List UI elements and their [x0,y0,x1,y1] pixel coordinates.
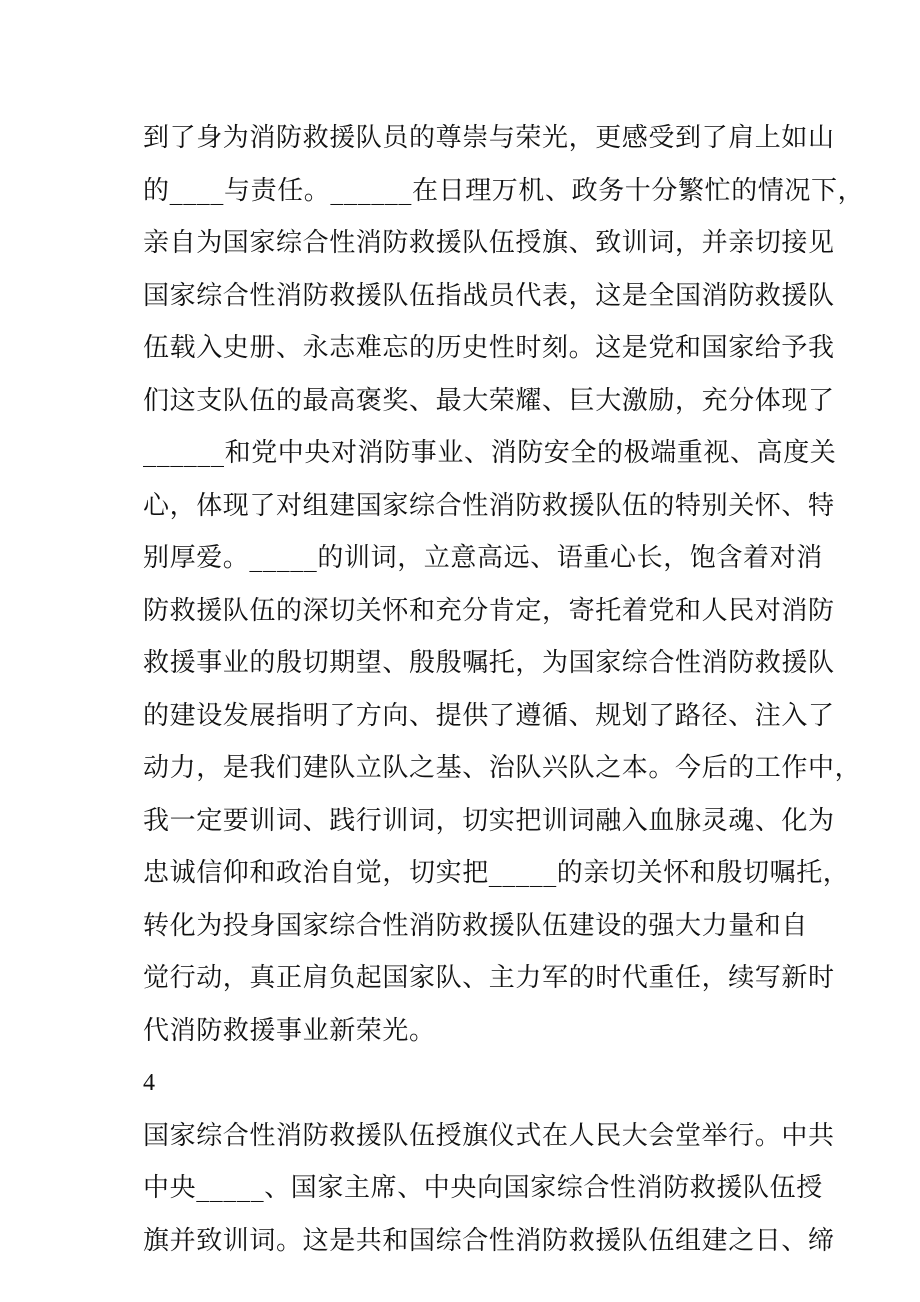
text-line: 国家综合性消防救援队伍授旗仪式在人民大会堂举行。中共 [143,1120,835,1151]
text-line: 防救援队伍的深切关怀和充分肯定，寄托着党和人民对消防 [143,595,835,626]
text-line: 旗并致训词。这是共和国综合性消防救援队伍组建之日、缔 [143,1225,835,1256]
text-line: 别厚爱。_____的训词，立意高远、语重心长，饱含着对消 [143,543,823,573]
text-line: 心，体现了对组建国家综合性消防救援队伍的特别关怀、特 [143,490,835,521]
text-line: 代消防救援事业新荣光。 [143,1015,436,1046]
text-line: 救援事业的殷切期望、殷殷嘱托，为国家综合性消防救援队 [143,648,835,678]
text-line: 忠诚信仰和政治自觉，切实把_____的亲切关怀和殷切嘱托， [143,858,850,888]
text-line: 伍载入史册、永志难忘的历史性时刻。这是党和国家给予我 [143,333,835,363]
text-line: 觉行动，真正肩负起国家队、主力军的时代重任，续写新时 [143,963,835,993]
text-line: 国家综合性消防救援队伍指战员代表，这是全国消防救援队 [143,280,835,311]
section-number: 4 [143,1070,156,1096]
text-line: 我一定要训词、践行训词，切实把训词融入血脉灵魂、化为 [143,805,835,836]
text-line: 中央_____、国家主席、中央向国家综合性消防救援队伍授 [143,1173,823,1203]
text-line: 的____与责任。______在日理万机、政务十分繁忙的情况下， [143,175,865,206]
text-line: 们这支队伍的最高褒奖、最大荣耀、巨大激励，充分体现了 [143,385,835,416]
text-line: ______和党中央对消防事业、消防安全的极端重视、高度关 [143,438,837,468]
text-line: 到了身为消防救援队员的尊崇与荣光，更感受到了肩上如山 [143,123,835,153]
text-line: 亲自为国家综合性消防救援队伍授旗、致训词，并亲切接见 [143,228,835,258]
text-line: 的建设发展指明了方向、提供了遵循、规划了路径、注入了 [143,700,835,731]
text-line: 转化为投身国家综合性消防救援队伍建设的强大力量和自 [143,910,809,941]
document-body [143,118,865,1273]
text-line: 动力，是我们建队立队之基、治队兴队之本。今后的工作中， [143,753,862,783]
